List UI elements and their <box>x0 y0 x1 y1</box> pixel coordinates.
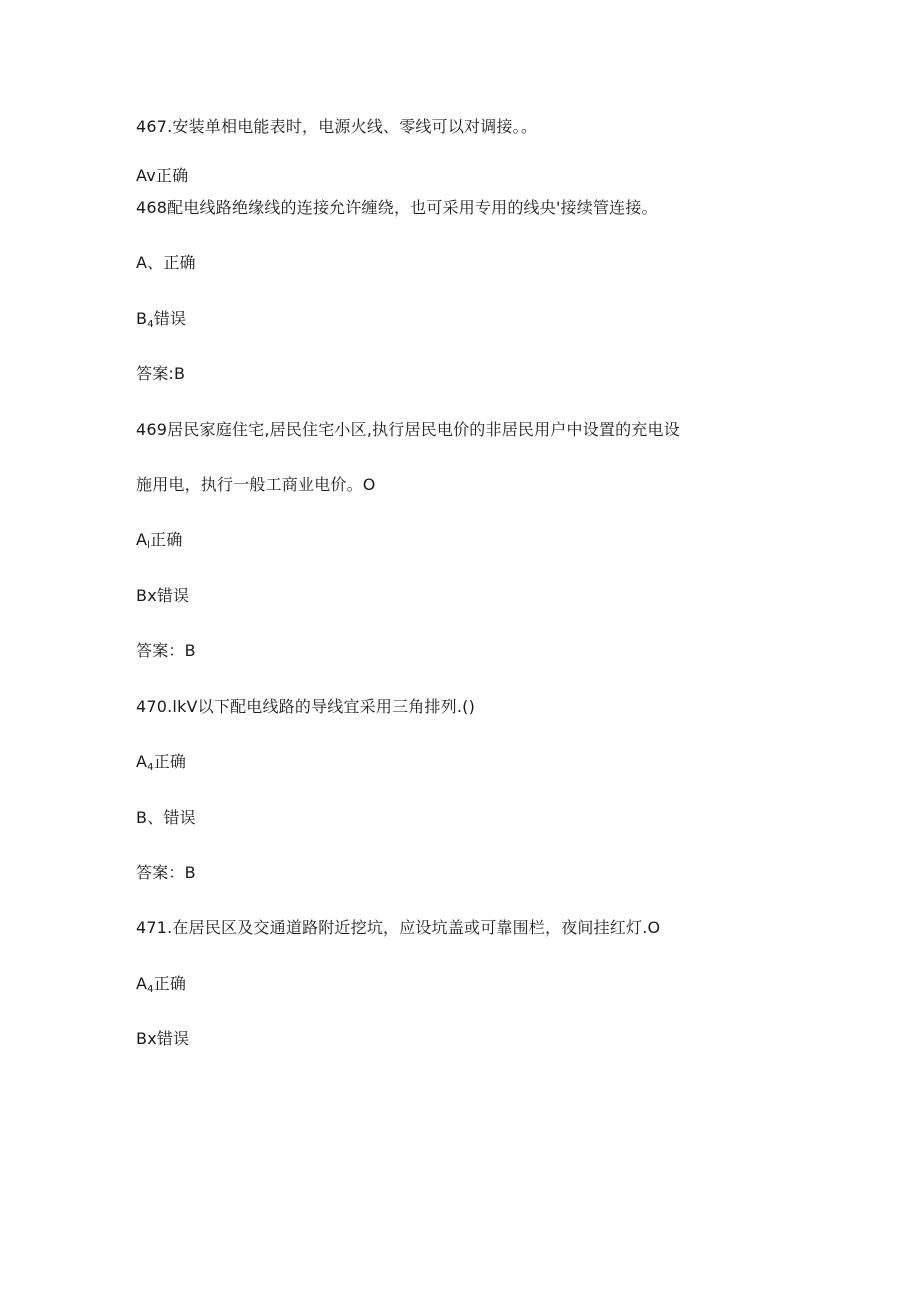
option-mark: 4 <box>147 319 154 330</box>
question-469-stem-line-2: 施用电，执行一般工商业电价。O <box>136 475 376 494</box>
option-text: 正确 <box>153 752 187 771</box>
question-469-option-b <box>136 586 189 606</box>
question-471-option-b <box>136 1029 189 1049</box>
option-letter: A <box>136 166 147 185</box>
option-letter: B <box>136 808 148 827</box>
option-mark: x <box>147 1029 157 1048</box>
option-mark: x <box>147 586 157 605</box>
option-text: 正确 <box>155 166 189 185</box>
option-letter: A <box>136 253 148 272</box>
option-text: 错误 <box>163 808 196 827</box>
question-471-option-a <box>136 974 186 1000</box>
option-letter: B <box>136 1029 148 1048</box>
option-letter: B <box>136 309 148 328</box>
question-470-option-a <box>136 752 186 778</box>
question-470-answer: 答案：B <box>136 863 196 882</box>
question-467-stem: 467.安装单相电能表时，电源火线、零线可以对调接。。 <box>136 117 538 136</box>
option-text: 正确 <box>153 974 187 993</box>
option-text: 正确 <box>150 530 183 549</box>
option-mark: 、 <box>147 808 164 827</box>
question-468-option-a <box>136 253 196 273</box>
question-471-stem: 471.在居民区及交通道路附近挖坑，应设坑盖或可靠围栏，夜间挂红灯.O <box>136 918 661 937</box>
option-letter: A <box>136 530 148 549</box>
option-text: 正确 <box>163 253 196 272</box>
question-470-stem: 470.lkV以下配电线路的导线宜采用三角排列.() <box>136 697 476 716</box>
option-text: 错误 <box>156 586 190 605</box>
question-469-option-a <box>136 530 183 556</box>
question-469-stem-line-1: 469居民家庭住宅,居民住宅小区,执行居民电价的非居民用户中设置的充电设 <box>136 420 680 439</box>
option-mark: 4 <box>147 762 154 773</box>
option-mark: v <box>146 166 156 185</box>
question-470-option-b <box>136 808 196 828</box>
option-mark: 4 <box>147 984 154 995</box>
question-468-stem: 468配电线路绝缘线的连接允许缠绕，也可采用专用的线央'接续管连接。 <box>136 198 658 217</box>
option-letter: A <box>136 974 148 993</box>
option-mark: 、 <box>147 253 164 272</box>
question-468-answer: 答案:B <box>136 364 186 383</box>
question-468-option-b <box>136 309 186 335</box>
option-text: 错误 <box>153 309 187 328</box>
option-letter: B <box>136 586 148 605</box>
option-mark: l <box>147 540 151 551</box>
question-469-answer: 答案：B <box>136 641 196 660</box>
question-467-option-a <box>136 166 188 186</box>
option-text: 错误 <box>156 1029 190 1048</box>
option-letter: A <box>136 752 148 771</box>
